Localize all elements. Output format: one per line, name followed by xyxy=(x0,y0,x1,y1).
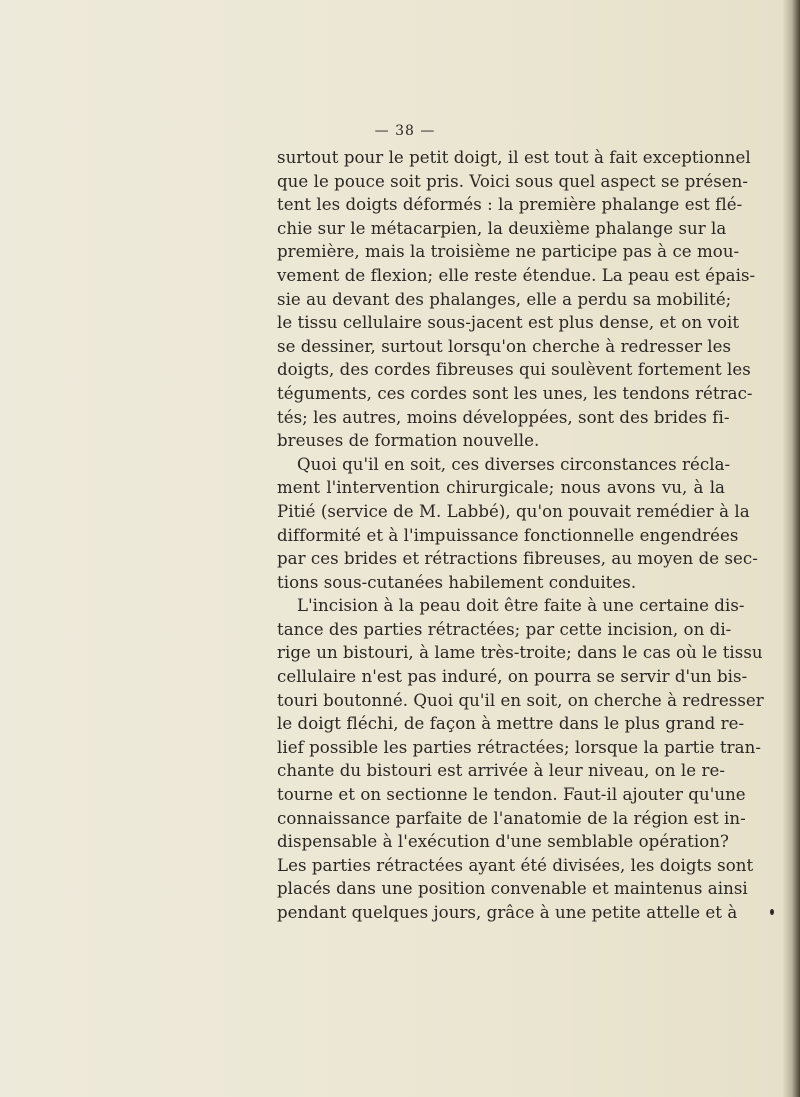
text-line: téguments, ces cordes sont les unes, les tendons rétrac- xyxy=(277,383,753,403)
ink-speck xyxy=(770,909,774,915)
text-line: première, mais la troisième ne participe pas à ce mou- xyxy=(277,242,740,262)
text-line: touri boutonné. Quoi qu'il en soit, on cherche à redresser xyxy=(277,690,764,710)
text-line: pendant quelques jours, grâce à une petite attelle et à xyxy=(277,903,738,922)
text-line: tourne et on sectionne le tendon. Faut-il ajouter qu'une xyxy=(277,785,746,805)
text-line: Les parties rétractées ayant été divisées, les doigts sont xyxy=(277,855,754,875)
text-line: tions sous-cutanées habilement conduites. xyxy=(277,572,637,592)
text-line: le doigt fléchi, de façon à mettre dans le plus grand re- xyxy=(277,714,745,734)
text-line: se dessiner, surtout lorsqu'on cherche à redresser les xyxy=(277,336,732,356)
text-line: cellulaire n'est pas induré, on pourra se servir d'un bis- xyxy=(277,667,748,687)
text-line: vement de flexion; elle reste étendue. La peau est épais- xyxy=(277,265,756,285)
text-line: le tissu cellulaire sous-jacent est plus dense, et on voit xyxy=(277,313,740,333)
text-line: chie sur le métacarpien, la deuxième phalange sur la xyxy=(277,218,727,238)
body-text xyxy=(277,146,764,925)
text-line: rige un bistouri, à lame très-troite; dans le cas où le tissu xyxy=(277,643,763,663)
text-line: que le pouce soit pris. Voici sous quel aspect se présen- xyxy=(277,171,749,191)
text-line: dispensable à l'exécution d'une semblable opération? xyxy=(277,832,729,852)
text-line: L'incision à la peau doit être faite à une certaine dis- xyxy=(297,596,745,616)
page-edge-shadow xyxy=(782,0,800,1097)
text-line: doigts, des cordes fibreuses qui soulèvent fortement les xyxy=(277,360,751,380)
page-number: — 38 — xyxy=(374,123,436,139)
text-line: sie au devant des phalanges, elle a perdu sa mobilité; xyxy=(277,289,732,309)
text-line: difformité et à l'impuissance fonctionnelle engendrées xyxy=(277,525,739,545)
text-line: par ces brides et rétractions fibreuses, au moyen de sec- xyxy=(277,549,758,569)
text-line: Quoi qu'il en soit, ces diverses circonstances récla- xyxy=(297,454,731,474)
text-line: connaissance parfaite de l'anatomie de la région est in- xyxy=(277,808,746,828)
text-line: surtout pour le petit doigt, il est tout à fait exceptionnel xyxy=(277,148,751,167)
text-line: Pitié (service de M. Labbé), qu'on pouvait remédier à la xyxy=(277,501,750,521)
text-line: breuses de formation nouvelle. xyxy=(277,431,540,451)
text-line: ment l'intervention chirurgicale; nous avons vu, à la xyxy=(277,478,725,498)
text-line: lief possible les parties rétractées; lorsque la partie tran- xyxy=(277,737,761,757)
text-line: tance des parties rétractées; par cette incision, on di- xyxy=(277,619,732,639)
text-line: placés dans une position convenable et maintenus ainsi xyxy=(277,879,748,899)
text-line: tent les doigts déformés : la première phalange est flé- xyxy=(277,195,743,215)
text-line: chante du bistouri est arrivée à leur niveau, on le re- xyxy=(277,761,725,781)
text-line: tés; les autres, moins développées, sont des brides fi- xyxy=(277,407,730,427)
